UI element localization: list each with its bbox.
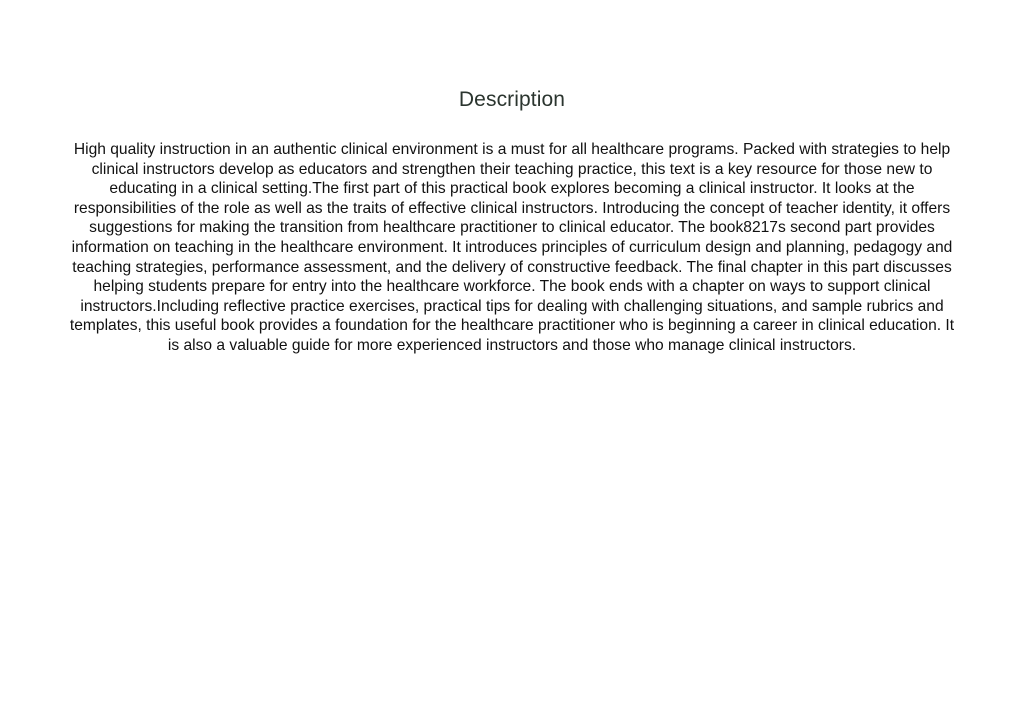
description-paragraph <box>0 140 1024 356</box>
paragraph-line: responsibilities of the role as well as the traits of effective clinical instructors. Introducing the concept of teacher identity, it offers <box>73 199 951 217</box>
paragraph-line: suggestions for making the transition from healthcare practitioner to clinical educator. The book8217s second part provides <box>89 219 935 237</box>
page-title: Description <box>458 88 566 111</box>
paragraph-line: educating in a clinical setting.The first part of this practical book explores becoming a clinical instructor. It looks at the <box>109 180 915 198</box>
paragraph-line: teaching strategies, performance assessment, and the delivery of constructive feedback. The final chapter in this part discusses <box>72 258 952 276</box>
paragraph-line: High quality instruction in an authentic clinical environment is a must for all healthcare programs. Packed with strategies to help <box>73 141 951 158</box>
paragraph-line: templates, this useful book provides a foundation for the healthcare practitioner who is beginning a career in clinical education. It <box>69 317 955 335</box>
paragraph-line: information on teaching in the healthcare environment. It introduces principles of curriculum design and planning, pedagogy and <box>71 238 953 256</box>
paragraph-line: instructors.Including reflective practice exercises, practical tips for dealing with challenging situations, and sample rubrics and <box>80 297 944 315</box>
paragraph-line: helping students prepare for entry into the healthcare workforce. The book ends with a chapter on ways to support clinical <box>93 278 931 296</box>
paragraph-line: is also a valuable guide for more experienced instructors and those who manage clinical instructors. <box>167 336 857 354</box>
paragraph-line: clinical instructors develop as educators and strengthen their teaching practice, this text is a key resource for those new to <box>91 160 933 178</box>
